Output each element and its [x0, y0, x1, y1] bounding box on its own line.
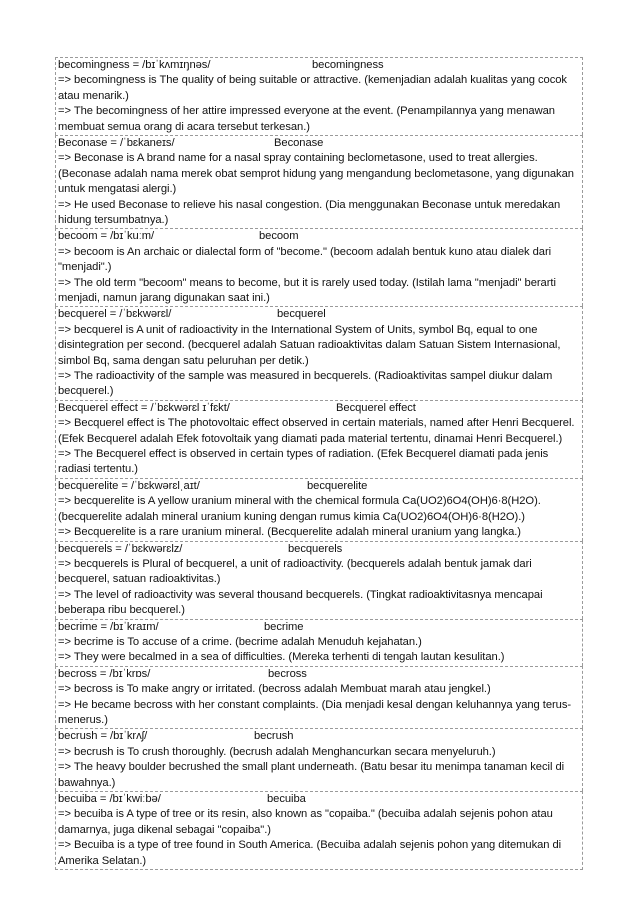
- entry-pronunciation: Beconase = /ˈbɛkaneɪs/: [58, 137, 175, 150]
- entry-definition: => becquerelite is A yellow uranium mineral with the chemical formula Ca(UO2)6O4(OH)6·8(H2O). (becquerelite adalah mineral uranium kuning dengan rumus kimia Ca(UO2)6O4(OH)6·8(H2O).): [58, 495, 541, 523]
- entry-example: => He used Beconase to relieve his nasal congestion. (Dia menggunakan Beconase untuk meredakan hidung tersumbatnya.): [58, 198, 561, 227]
- entry-becquerel-effect: [55, 400, 583, 478]
- entry-example: => He became becross with her constant complaints. (Dia menjadi kesal dengan keluhannya yang terus-menerus.): [58, 698, 572, 726]
- entry-becquerels: [55, 541, 583, 619]
- entry-example: => The Becquerel effect is observed in certain types of radiation. (Efek Becquerel diamati pada jenis radiasi tertentu.): [58, 448, 549, 476]
- entry-definition: => becquerel is A unit of radioactivity in the International System of Units, symbol Bq, equal to one disintegration per second. (becquerel adalah Satuan radioaktivitas dalam Satuan Sistem Internasional, simbol Bq, sama dengan satu peluruhan per detik.): [58, 323, 561, 367]
- entry-headline: [58, 667, 581, 682]
- entry-pronunciation: becomingness = /bɪˈkʌmɪŋnəs/: [58, 59, 211, 71]
- entry-becrime: [55, 619, 583, 666]
- entry-word: Becquerel effect: [336, 401, 416, 414]
- entry-definition: => becquerels is Plural of becquerel, a unit of radioactivity. (becquerels adalah bentuk jamak dari becquerel, satuan radioaktivitas.): [58, 557, 532, 586]
- entry-pronunciation: becrime = /bɪˈkraɪm/: [58, 620, 159, 633]
- entry-headline: [58, 136, 581, 151]
- entry-word: becoom: [259, 230, 299, 243]
- entry-example: => The becomingness of her attire impressed everyone at the event. (Penampilannya yang menawan membuat semua orang di acara tersebut terkesan.): [58, 105, 555, 133]
- entry-example: => Becquerelite is a rare uranium mineral. (Becquerelite adalah mineral uranium yang langka.): [58, 526, 521, 539]
- entry-example: => The level of radioactivity was several thousand becquerels. (Tingkat radioaktivitasnya mencapai beberapa ribu becquerel.): [58, 588, 543, 617]
- entry-pronunciation: becquerels = /ˈbɛkwərɛlz/: [58, 542, 183, 555]
- entry-becuiba: [55, 791, 583, 870]
- entry-pronunciation: becross = /bɪˈkrɒs/: [58, 667, 151, 680]
- entry-definition: => becuiba is A type of tree or its resin, also known as "copaiba." (becuiba adalah sejenis pohon atau damarnya, juga dikenal sebagai "copaiba".): [58, 808, 553, 836]
- entry-pronunciation: becuiba = /bɪˈkwiːbə/: [58, 792, 161, 805]
- entry-headline: [58, 542, 581, 557]
- entry-becoom: [55, 228, 583, 306]
- entry-definition: => becomingness is The quality of being suitable or attractive. (kemenjadian adalah kualitas yang cocok atau menarik.): [58, 74, 567, 102]
- entry-word: becomingness: [312, 59, 384, 71]
- entry-word: becrush: [254, 730, 294, 743]
- entry-example: => The heavy boulder becrushed the small plant underneath. (Batu besar itu menimpa tanaman kecil di bawahnya.): [58, 761, 565, 789]
- entry-word: becrime: [264, 620, 304, 633]
- entry-headline: [58, 229, 581, 244]
- entry-definition: => Beconase is A brand name for a nasal spray containing beclometasone, used to treat allergies. (Beconase adalah nama merek obat semprot hidung yang mengandung beclometasone, yang digunakan untuk mengatasi alergi.): [58, 152, 574, 196]
- entry-definition: => becross is To make angry or irritated. (becross adalah Membuat marah atau jengkel.): [58, 683, 491, 696]
- entry-beconase: [55, 135, 583, 228]
- entry-headline: [58, 58, 581, 73]
- entry-headline: [58, 479, 581, 494]
- entry-word: becquerels: [288, 542, 343, 555]
- entry-becquerel: [55, 306, 583, 399]
- entry-pronunciation: becquerel = /ˈbɛkwərɛl/: [58, 308, 172, 321]
- entry-word: becquerel: [277, 308, 326, 321]
- entry-becquerelite: [55, 478, 583, 541]
- entry-definition: => Becquerel effect is The photovoltaic effect observed in certain materials, named after Henri Becquerel. (Efek Becquerel adalah Efek fotovoltaik yang diamati pada material tertentu, dinamai Henri Becquerel.): [58, 417, 575, 445]
- entry-pronunciation: becrush = /bɪˈkrʌʃ/: [58, 730, 148, 743]
- entry-headline: [58, 620, 581, 635]
- entry-definition: => becrush is To crush thoroughly. (becrush adalah Menghancurkan secara menyeluruh.): [58, 745, 496, 758]
- entry-headline: [58, 729, 581, 744]
- entry-becross: [55, 666, 583, 729]
- entry-pronunciation: becquerelite = /ˈbɛkwərɛlˌaɪt/: [58, 479, 200, 492]
- entry-becrush: [55, 728, 583, 791]
- entry-example: => The old term "becoom" means to become, but it is rarely used today. (Istilah lama "menjadi" berarti menjadi, namun jarang digunakan saat ini.): [58, 276, 556, 305]
- entry-pronunciation: becoom = /bɪˈkuːm/: [58, 230, 155, 243]
- entry-headline: [58, 401, 581, 416]
- entry-headline: [58, 307, 581, 322]
- dictionary-document: [55, 57, 583, 870]
- entry-example: => They were becalmed in a sea of difficulties. (Mereka terhenti di tengah lautan kesulitan.): [58, 651, 505, 664]
- entry-definition: => becoom is An archaic or dialectal form of "become." (becoom adalah bentuk kuno atau dialek dari "menjadi".): [58, 245, 552, 274]
- entry-word: becquerelite: [307, 479, 368, 492]
- entry-headline: [58, 792, 581, 807]
- entry-word: becuiba: [267, 792, 306, 805]
- entry-example: => The radioactivity of the sample was measured in becquerels. (Radioaktivitas sampel diukur dalam becquerel.): [58, 370, 553, 398]
- entry-becomingness: [55, 57, 583, 135]
- entry-example: => Becuiba is a type of tree found in South America. (Becuiba adalah sejenis pohon yang ditemukan di Amerika Selatan.): [58, 839, 562, 867]
- entry-word: Beconase: [274, 137, 324, 150]
- entry-pronunciation: Becquerel effect = /ˈbɛkwərɛl ɪˈfɛkt/: [58, 401, 230, 414]
- entry-definition: => becrime is To accuse of a crime. (becrime adalah Menuduh kejahatan.): [58, 635, 422, 648]
- entry-word: becross: [268, 667, 307, 680]
